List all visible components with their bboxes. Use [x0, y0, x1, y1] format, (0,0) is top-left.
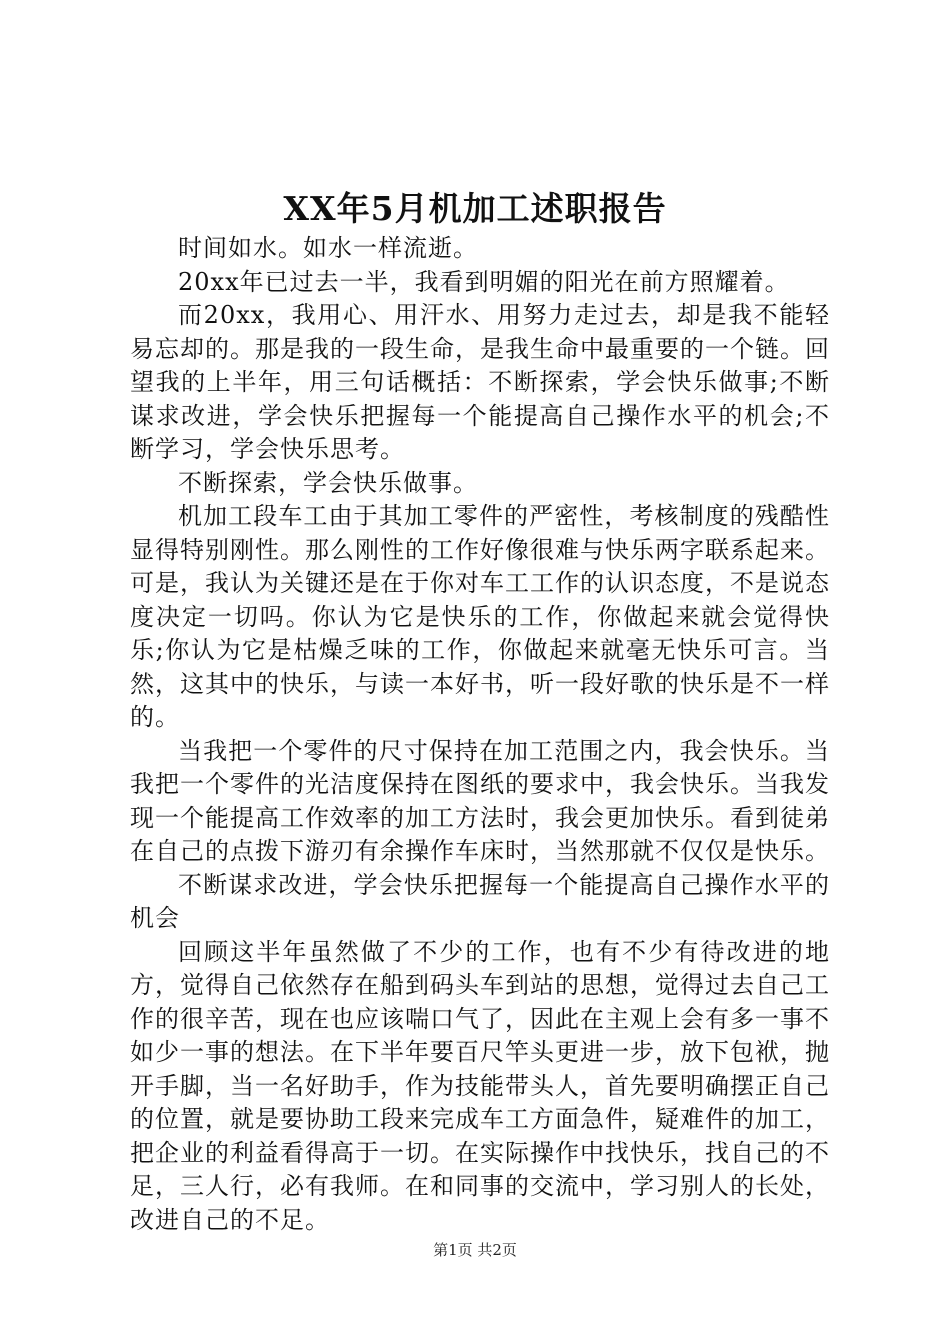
paragraph: 当我把一个零件的尺寸保持在加工范围之内，我会快乐。当我把一个零件的光洁度保持在图纸的要求中，我会快乐。当我发现一个能提高工作效率的加工方法时，我会更加快乐。看到徒弟在自己的点拨下游刃有余操作车床时，当然那就不仅仅是快乐。	[130, 736, 830, 865]
document-body	[130, 232, 830, 1237]
paragraph: 时间如水。如水一样流逝。	[178, 234, 478, 262]
page-footer: 第1页 共2页	[433, 1241, 517, 1259]
paragraph: 而20xx，我用心、用汗水、用努力走过去，却是我不能轻易忘却的。那是我的一段生命，是我生命中最重要的一个链。回望我的上半年，用三句话概括：不断探索，学会快乐做事;不断谋求改进，学会快乐把握每一个能提高自己操作水平的机会;不断学习，学会快乐思考。	[130, 301, 830, 463]
paragraph: 机加工段车工由于其加工零件的严密性，考核制度的残酷性显得特别刚性。那么刚性的工作好像很难与快乐两字联系起来。可是，我认为关键还是在于你对车工工作的认识态度，不是说态度决定一切吗。你认为它是快乐的工作，你做起来就会觉得快乐;你认为它是枯燥乏味的工作，你做起来就毫无快乐可言。当然，这其中的快乐，与读一本好书，听一段好歌的快乐是不一样的。	[130, 502, 830, 731]
section-heading: 不断探索，学会快乐做事。	[178, 468, 478, 497]
document-title: XX年5月机加工述职报告	[283, 189, 667, 228]
section-heading: 不断谋求改进，学会快乐把握每一个能提高自己操作水平的机会	[130, 870, 830, 932]
paragraph: 20xx年已过去一半，我看到明媚的阳光在前方照耀着。	[178, 267, 790, 296]
paragraph: 回顾这半年虽然做了不少的工作，也有不少有待改进的地方，觉得自己依然存在船到码头车到站的思想，觉得过去自己工作的很辛苦，现在也应该喘口气了，因此在主观上会有多一事不如少一事的想法。在下半年要百尺竿头更进一步，放下包袱，抛开手脚，当一名好助手，作为技能带头人，首先要明确摆正自己的位置，就是要协助工段来完成车工方面急件，疑难件的加工，把企业的利益看得高于一切。在实际操作中找快乐，找自己的不足，三人行，必有我师。在和同事的交流中，学习别人的长处，改进自己的不足。	[130, 937, 830, 1234]
